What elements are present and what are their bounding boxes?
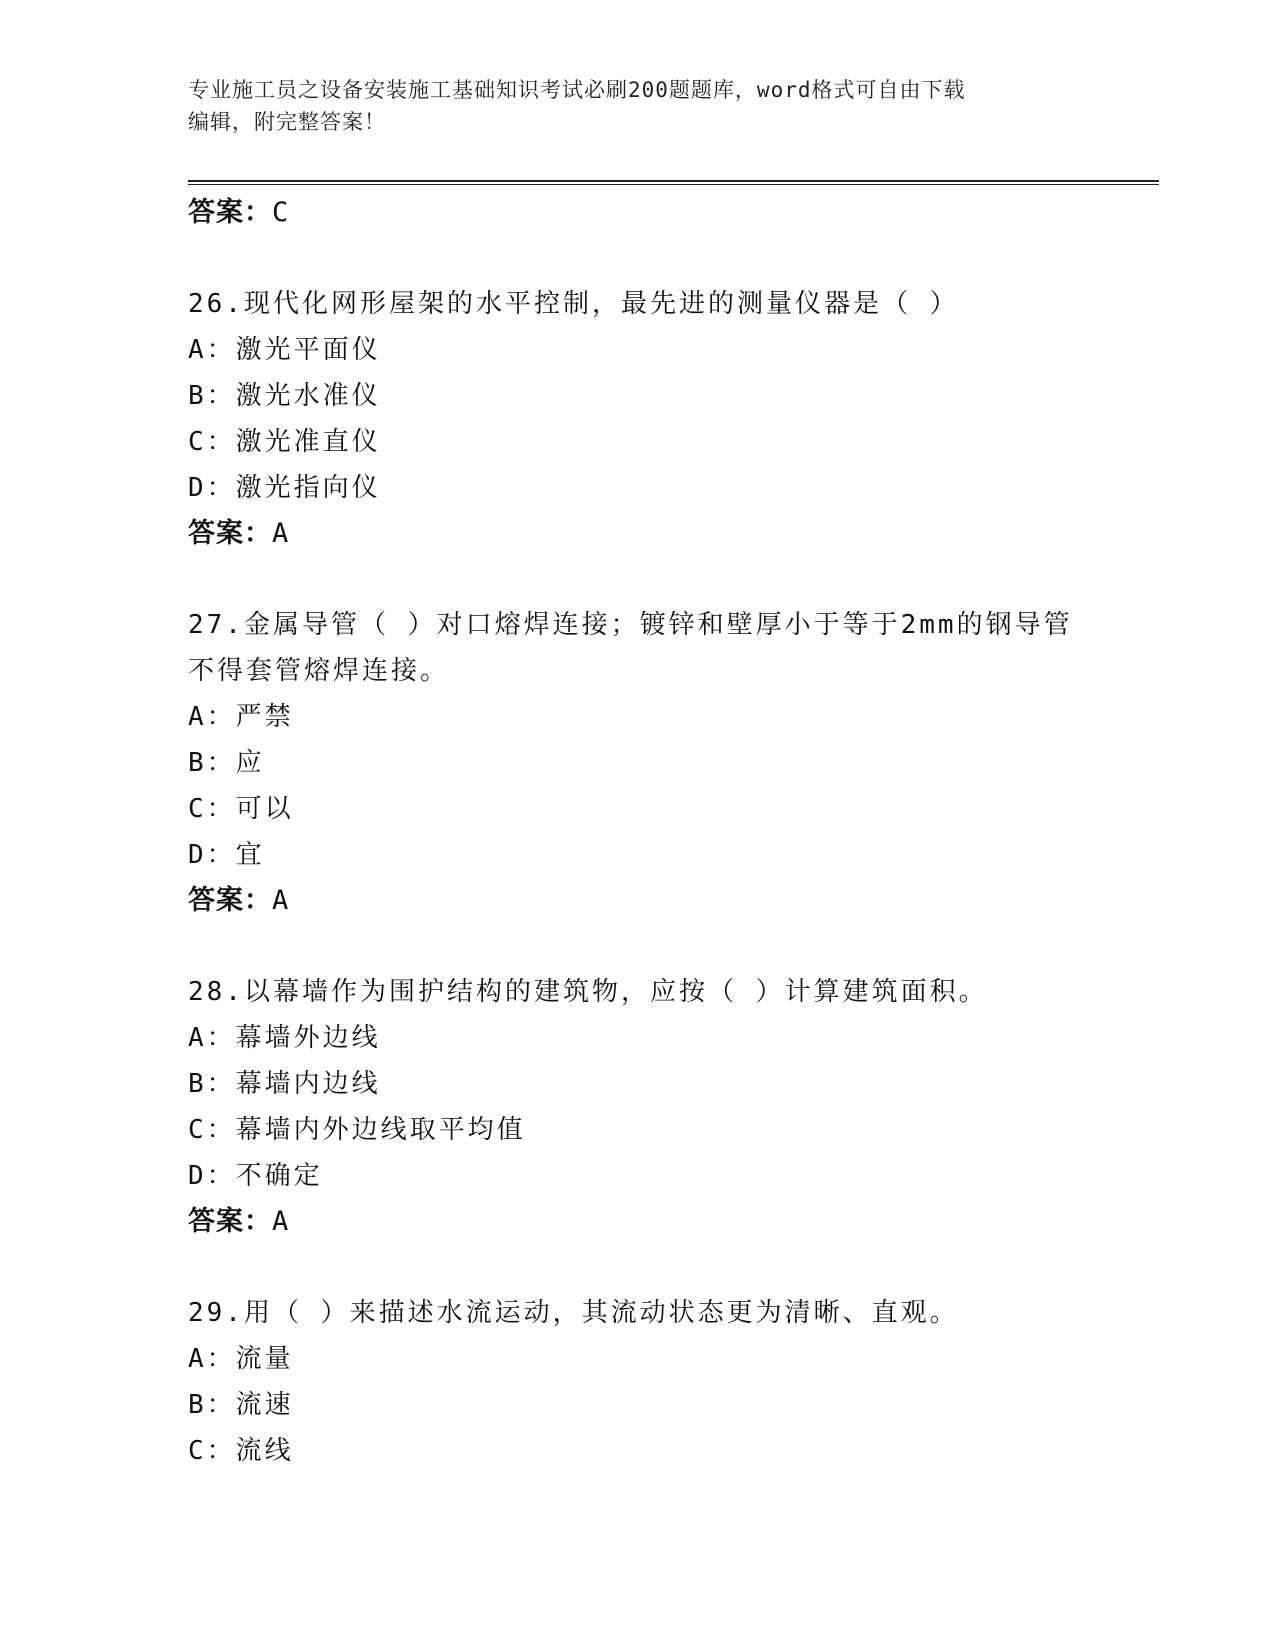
question-text: 27.金属导管（ ）对口熔焊连接；镀锌和壁厚小于等于2mm的钢导管 — [188, 610, 1073, 640]
question-28 — [188, 969, 1088, 1245]
option-b: B：激光水准仪 — [188, 381, 381, 411]
option-b: B：幕墙内边线 — [188, 1069, 381, 1099]
header-divider-thick — [188, 180, 1159, 182]
option-a: A：严禁 — [188, 702, 294, 732]
answer-value: A — [272, 518, 290, 549]
answer-label: 答案： — [188, 1206, 272, 1237]
answer-label: 答案： — [188, 885, 272, 916]
question-27 — [188, 602, 1088, 924]
option-d: D：激光指向仪 — [188, 473, 381, 503]
question-text: 29.用（ ）来描述水流运动，其流动状态更为清晰、直观。 — [188, 1298, 959, 1328]
option-a: A：激光平面仪 — [188, 335, 381, 365]
spacer — [188, 1245, 1088, 1290]
header-title-line2: 编辑，附完整答案！ — [188, 110, 386, 134]
question-text: 26.现代化网形屋架的水平控制，最先进的测量仪器是（ ） — [188, 289, 959, 319]
header-divider-thin — [188, 184, 1159, 185]
answer-value: C — [272, 197, 290, 228]
question-text-continued: 不得套管熔焊连接。 — [188, 656, 450, 686]
spacer — [188, 236, 1088, 281]
option-b: B：应 — [188, 748, 265, 778]
option-c: C：激光准直仪 — [188, 427, 381, 457]
question-list — [188, 190, 1088, 1474]
answer-label: 答案： — [188, 518, 272, 549]
answer-value: A — [272, 885, 290, 916]
previous-answer — [188, 190, 1088, 236]
option-c: C：流线 — [188, 1436, 294, 1466]
document-header — [188, 74, 1068, 138]
spacer — [188, 924, 1088, 969]
question-29 — [188, 1290, 1088, 1474]
option-b: B：流速 — [188, 1390, 294, 1420]
option-c: C：幕墙内外边线取平均值 — [188, 1115, 526, 1145]
option-d: D：宜 — [188, 840, 265, 870]
question-text: 28.以幕墙作为围护结构的建筑物，应按（ ）计算建筑面积。 — [188, 977, 988, 1007]
question-26 — [188, 281, 1088, 557]
option-d: D：不确定 — [188, 1161, 323, 1191]
question-answer — [188, 1199, 1088, 1245]
header-title-line1: 专业施工员之设备安装施工基础知识考试必刷200题题库，word格式可自由下载 — [188, 78, 966, 102]
question-answer — [188, 511, 1088, 557]
option-a: A：幕墙外边线 — [188, 1023, 381, 1053]
option-a: A：流量 — [188, 1344, 294, 1374]
option-c: C：可以 — [188, 794, 294, 824]
answer-value: A — [272, 1206, 290, 1237]
answer-label: 答案： — [188, 197, 272, 228]
question-answer — [188, 878, 1088, 924]
spacer — [188, 557, 1088, 602]
